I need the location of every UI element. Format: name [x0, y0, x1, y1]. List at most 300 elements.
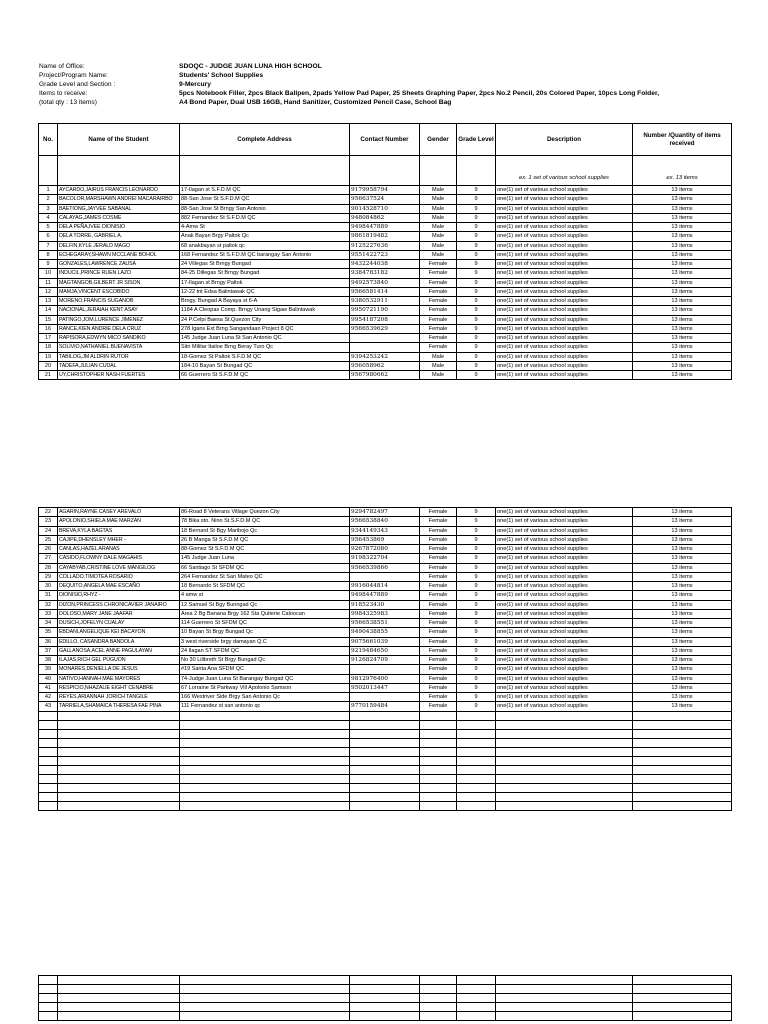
- empty-cell: [457, 756, 496, 765]
- table-row: [39, 628, 732, 637]
- grade-value: 9-Mercury: [179, 81, 211, 88]
- cell-name: MORENO,FRANCIS SUGANOB: [58, 297, 180, 306]
- cell-address: 12-22 tnt Edsa Balintawak QC: [180, 287, 350, 296]
- empty-cell: [39, 747, 58, 756]
- cell-gender: Male: [420, 352, 457, 361]
- cell-quantity: 13 items: [633, 352, 732, 361]
- cell-name: REYES,ARIANNAH JORICH TANGILE: [58, 693, 180, 702]
- cell-quantity: 13 items: [633, 223, 732, 232]
- table-row: [39, 683, 732, 692]
- blank-table-page3: [38, 975, 732, 1021]
- cell-description: one(1) set of various school supplies: [496, 260, 633, 269]
- cell-address: 66 Santiago St SFDM QC: [180, 563, 350, 572]
- cell-description: one(1) set of various school supplies: [496, 352, 633, 361]
- table-row: [39, 371, 732, 380]
- col-no-header: No.: [39, 124, 58, 156]
- cell-contact: 9861819482: [350, 232, 420, 241]
- empty-cell: [58, 1003, 180, 1012]
- cell-contact: 9198322704: [350, 554, 420, 563]
- cell-quantity: 13 items: [633, 582, 732, 591]
- cell-grade: 9: [457, 260, 496, 269]
- cell-grade: 9: [457, 609, 496, 618]
- empty-cell: [420, 738, 457, 747]
- cell-quantity: 13 items: [633, 665, 732, 674]
- table-row: [39, 572, 732, 581]
- cell-quantity: 13 items: [633, 195, 732, 204]
- table-row: [39, 693, 732, 702]
- cell-gender: Female: [420, 508, 457, 517]
- empty-cell: [39, 738, 58, 747]
- cell-contact: 9812976400: [350, 674, 420, 683]
- empty-cell: [633, 985, 732, 994]
- cell-quantity: 13 items: [633, 306, 732, 315]
- cell-address: 68 anakbayan st paltok qc: [180, 241, 350, 250]
- cell-no: 33: [39, 609, 58, 618]
- empty-cell: [633, 792, 732, 801]
- empty-cell: [420, 976, 457, 985]
- empty-cell: [180, 711, 350, 720]
- empty-cell: [496, 756, 633, 765]
- cell-description: one(1) set of various school supplies: [496, 535, 633, 544]
- cell-quantity: 13 items: [633, 241, 732, 250]
- cell-quantity: 13 items: [633, 315, 732, 324]
- cell-grade: 9: [457, 628, 496, 637]
- table-row: [39, 646, 732, 655]
- empty-cell: [496, 720, 633, 729]
- empty-cell: [39, 729, 58, 738]
- table-body-page3: [39, 976, 732, 1021]
- cell-no: 42: [39, 693, 58, 702]
- cell-address: 111 Fernandez st san antonio qc: [180, 702, 350, 711]
- empty-cell: [457, 1012, 496, 1021]
- cell-quantity: 13 items: [633, 517, 732, 526]
- empty-cell: [58, 792, 180, 801]
- cell-gender: Female: [420, 637, 457, 646]
- cell-name: ILAJAS,RICH GEL PUGUON: [58, 656, 180, 665]
- cell-contact: [350, 693, 420, 702]
- cell-address: Area 2 Bg Banana Brgy 162 Sta Quiterie Caloocan: [180, 609, 350, 618]
- empty-cell: [350, 801, 420, 810]
- empty-cell: [58, 729, 180, 738]
- cell-gender: Female: [420, 619, 457, 628]
- empty-row: [39, 774, 732, 783]
- cell-address: 882 Fernandez St S.F.D.M QC: [180, 213, 350, 222]
- cell-quantity: 13 items: [633, 278, 732, 287]
- empty-row: [39, 747, 732, 756]
- cell-name: EBDANI,ANGELIQUE KEI BACAYON: [58, 628, 180, 637]
- cell-grade: 9: [457, 232, 496, 241]
- cell-quantity: 13 items: [633, 334, 732, 343]
- cell-gender: Female: [420, 646, 457, 655]
- empty-cell: [180, 801, 350, 810]
- table-row: [39, 582, 732, 591]
- cell-contact: 9950721190: [350, 306, 420, 315]
- cell-contact: 9014528710: [350, 204, 420, 213]
- items-value-line2: A4 Bond Paper, Dual USB 16GB, Hand Sanitizer, Customized Pencil Case, School Bag: [179, 99, 452, 106]
- cell-contact: 9498447889: [350, 591, 420, 600]
- cell-no: 4: [39, 213, 58, 222]
- empty-cell: [496, 801, 633, 810]
- empty-cell: [457, 729, 496, 738]
- empty-cell: [39, 711, 58, 720]
- table-row: [39, 287, 732, 296]
- cell-address: 10 Bayan St Brgy Bungad Qc: [180, 628, 350, 637]
- cell-description: one(1) set of various school supplies: [496, 656, 633, 665]
- empty-cell: [58, 801, 180, 810]
- empty-cell: [39, 765, 58, 774]
- cell-description: one(1) set of various school supplies: [496, 361, 633, 370]
- table-row: [39, 619, 732, 628]
- empty-cell: [39, 1012, 58, 1021]
- empty-cell: [420, 756, 457, 765]
- cell-contact: 9566539629: [350, 324, 420, 333]
- cell-name: EDILLO, CASANDRA BANDOLA: [58, 637, 180, 646]
- cell-no: 18: [39, 343, 58, 352]
- cell-description: one(1) set of various school supplies: [496, 223, 633, 232]
- empty-cell: [350, 729, 420, 738]
- cell-grade: 9: [457, 343, 496, 352]
- empty-cell: [58, 711, 180, 720]
- cell-quantity: 13 items: [633, 591, 732, 600]
- cell-contact: 948084862: [350, 213, 420, 222]
- cell-gender: Female: [420, 683, 457, 692]
- table-row: [39, 213, 732, 222]
- recipients-table-page2: [38, 507, 732, 811]
- empty-cell: [457, 994, 496, 1003]
- table-row: [39, 545, 732, 554]
- cell-name: CANLAS,HAZEL ARANAS: [58, 545, 180, 554]
- cell-grade: 9: [457, 665, 496, 674]
- cell-gender: Female: [420, 297, 457, 306]
- cell-quantity: 13 items: [633, 250, 732, 259]
- table-row: [39, 508, 732, 517]
- cell-grade: 9: [457, 702, 496, 711]
- cell-name: TABILOG,JM ALDRIN RUTOR: [58, 352, 180, 361]
- cell-grade: 9: [457, 223, 496, 232]
- cell-address: 145 Judge Juan Luna St San Antonio QC: [180, 334, 350, 343]
- cell-grade: 9: [457, 591, 496, 600]
- cell-quantity: 13 items: [633, 674, 732, 683]
- cell-address: 278 Igans Ext Brng Sangandaan Project 8 QC: [180, 324, 350, 333]
- cell-no: 40: [39, 674, 58, 683]
- cell-no: 9: [39, 260, 58, 269]
- cell-quantity: 13 items: [633, 545, 732, 554]
- table-row: [39, 535, 732, 544]
- cell-quantity: 13 items: [633, 204, 732, 213]
- empty-row: [39, 985, 732, 994]
- table-row: [39, 656, 732, 665]
- cell-gender: Female: [420, 656, 457, 665]
- cell-quantity: 13 items: [633, 683, 732, 692]
- cell-address: 18 Bernard St Bgy Maribojo Qc: [180, 526, 350, 535]
- cell-quantity: 13 items: [633, 535, 732, 544]
- cell-no: 31: [39, 591, 58, 600]
- cell-name: DOLOSO,MARY JANE JAAFAR: [58, 609, 180, 618]
- cell-contact: 9219484650: [350, 646, 420, 655]
- program-label: Project/Program Name:: [39, 72, 108, 79]
- cell-grade: 9: [457, 297, 496, 306]
- cell-gender: Male: [420, 361, 457, 370]
- empty-cell: [58, 976, 180, 985]
- cell-name: COLLADO,TIMOTEA ROSARIO: [58, 572, 180, 581]
- cell-contact: 9432244038: [350, 260, 420, 269]
- table-row: [39, 361, 732, 370]
- table-row: [39, 232, 732, 241]
- empty-cell: [496, 792, 633, 801]
- empty-cell: [633, 711, 732, 720]
- table-row: [39, 195, 732, 204]
- cell-contact: 9380532911: [350, 297, 420, 306]
- cell-name: TARRIELA,SHAMAICA THERESA FAE PINA: [58, 702, 180, 711]
- cell-quantity: 13 items: [633, 628, 732, 637]
- empty-cell: [496, 1003, 633, 1012]
- items-value-line1: 5pcs Notebook Filler, 2pcs Black Ballpen, 2pads Yellow Pad Paper, 25 Sheets Graphing Paper, 2pcs No.2 Pencil, 20s Colored Paper, 10pcs Long Folder,: [179, 90, 660, 97]
- table-row: [39, 223, 732, 232]
- cell-description: one(1) set of various school supplies: [496, 250, 633, 259]
- table-row: [39, 563, 732, 572]
- empty-cell: [180, 976, 350, 985]
- cell-quantity: 13 items: [633, 646, 732, 655]
- cell-description: one(1) set of various school supplies: [496, 195, 633, 204]
- cell-description: one(1) set of various school supplies: [496, 213, 633, 222]
- empty-cell: [350, 783, 420, 792]
- cell-grade: 9: [457, 352, 496, 361]
- cell-grade: 9: [457, 361, 496, 370]
- cell-description: one(1) set of various school supplies: [496, 582, 633, 591]
- program-value: Students' School Supplies: [179, 72, 264, 79]
- cell-no: 12: [39, 287, 58, 296]
- empty-cell: [58, 774, 180, 783]
- cell-gender: Female: [420, 517, 457, 526]
- empty-cell: [457, 711, 496, 720]
- empty-cell: [39, 1003, 58, 1012]
- cell-no: 29: [39, 572, 58, 581]
- cell-description: one(1) set of various school supplies: [496, 278, 633, 287]
- cell-name: DIONISIO,RHYZ -: [58, 591, 180, 600]
- table-row: [39, 315, 732, 324]
- cell-name: APOLONIO,SHIELA MAE MARZAN: [58, 517, 180, 526]
- empty-cell: [633, 801, 732, 810]
- cell-gender: Male: [420, 223, 457, 232]
- cell-gender: Male: [420, 250, 457, 259]
- cell-no: 11: [39, 278, 58, 287]
- cell-contact: 9384783182: [350, 269, 420, 278]
- empty-cell: [633, 1003, 732, 1012]
- empty-cell: [350, 765, 420, 774]
- cell-no: 13: [39, 297, 58, 306]
- empty-cell: [58, 783, 180, 792]
- cell-quantity: 13 items: [633, 260, 732, 269]
- empty-cell: [39, 985, 58, 994]
- cell-gender: Female: [420, 306, 457, 315]
- cell-grade: 9: [457, 241, 496, 250]
- empty-cell: [457, 976, 496, 985]
- cell-contact: 9551422723: [350, 250, 420, 259]
- cell-address: 18 Bernardo St SFDM QC: [180, 582, 350, 591]
- table-row: [39, 204, 732, 213]
- empty-cell: [39, 783, 58, 792]
- cell-no: 34: [39, 619, 58, 628]
- cell-name: RESPICIO,NHAZALIE EIGHT CENABRE: [58, 683, 180, 692]
- cell-gender: Female: [420, 693, 457, 702]
- cell-gender: Female: [420, 324, 457, 333]
- cell-quantity: 13 items: [633, 526, 732, 535]
- cell-gender: Female: [420, 572, 457, 581]
- example-description: ex. 1 set of various school supplies: [496, 156, 633, 186]
- cell-address: 1184 A Cleopas Comp. Brngy Unang Sigaw Balintawak: [180, 306, 350, 315]
- cell-no: 17: [39, 334, 58, 343]
- empty-cell: [457, 774, 496, 783]
- cell-name: INDUCIL,PRINCE RUEN LAZO: [58, 269, 180, 278]
- empty-cell: [180, 738, 350, 747]
- table-row: [39, 526, 732, 535]
- cell-description: one(1) set of various school supplies: [496, 517, 633, 526]
- cell-grade: 9: [457, 693, 496, 702]
- cell-quantity: 13 items: [633, 361, 732, 370]
- cell-address: #19 Santa Ana SFDM QC: [180, 665, 350, 674]
- empty-row: [39, 801, 732, 810]
- cell-grade: 9: [457, 315, 496, 324]
- empty-cell: [633, 756, 732, 765]
- cell-no: 2: [39, 195, 58, 204]
- cell-no: 15: [39, 315, 58, 324]
- cell-grade: 9: [457, 287, 496, 296]
- empty-cell: [350, 1012, 420, 1021]
- empty-cell: [420, 765, 457, 774]
- empty-cell: [457, 792, 496, 801]
- total-label: (total qty : 13 items): [39, 99, 97, 106]
- cell-address: 168 Fernandez St S.F.D.M QC barangay San Antonio: [180, 250, 350, 259]
- cell-gender: Male: [420, 204, 457, 213]
- cell-contact: 9566538551: [350, 619, 420, 628]
- empty-cell: [39, 994, 58, 1003]
- table-row: [39, 250, 732, 259]
- cell-name: AYCARDO,JAIRUS FRANCIS LEONARDO: [58, 186, 180, 195]
- table-row: [39, 260, 732, 269]
- cell-no: 37: [39, 646, 58, 655]
- empty-cell: [457, 783, 496, 792]
- cell-description: one(1) set of various school supplies: [496, 232, 633, 241]
- empty-cell: [180, 765, 350, 774]
- cell-no: 10: [39, 269, 58, 278]
- cell-quantity: 13 items: [633, 232, 732, 241]
- cell-no: 19: [39, 352, 58, 361]
- table-row: [39, 554, 732, 563]
- cell-description: one(1) set of various school supplies: [496, 693, 633, 702]
- cell-contact: 9344149343: [350, 526, 420, 535]
- cell-grade: 9: [457, 683, 496, 692]
- cell-description: one(1) set of various school supplies: [496, 287, 633, 296]
- cell-address: 166 Westriver Side Brgy San Antonio Qc: [180, 693, 350, 702]
- cell-no: 21: [39, 371, 58, 380]
- table-row: [39, 352, 732, 361]
- cell-name: DELA TORRE, GABRIEL A.: [58, 232, 180, 241]
- cell-address: 74-Judge Juan Luna St Barangay Bungad QC: [180, 674, 350, 683]
- table-row: [39, 665, 732, 674]
- cell-gender: Male: [420, 195, 457, 204]
- cell-address: 4-Amw St: [180, 223, 350, 232]
- cell-contact: 9267872080: [350, 545, 420, 554]
- empty-cell: [496, 738, 633, 747]
- cell-contact: [350, 343, 420, 352]
- cell-description: one(1) set of various school supplies: [496, 563, 633, 572]
- cell-grade: 9: [457, 637, 496, 646]
- empty-cell: [39, 774, 58, 783]
- cell-grade: 9: [457, 572, 496, 581]
- cell-grade: 9: [457, 600, 496, 609]
- table-row: [39, 324, 732, 333]
- items-label: Items to receive:: [39, 90, 88, 97]
- empty-cell: [180, 1003, 350, 1012]
- cell-contact: [350, 665, 420, 674]
- cell-name: PATINGO,JOM.LURENCE JIMENEZ: [58, 315, 180, 324]
- empty-cell: [350, 774, 420, 783]
- cell-grade: 9: [457, 582, 496, 591]
- cell-contact: 918523430: [350, 600, 420, 609]
- cell-name: DEQUITO,ANGELA MAE ESCAÑO: [58, 582, 180, 591]
- cell-contact: 9566538840: [350, 517, 420, 526]
- cell-description: one(1) set of various school supplies: [496, 526, 633, 535]
- cell-gender: Female: [420, 600, 457, 609]
- cell-description: one(1) set of various school supplies: [496, 508, 633, 517]
- empty-cell: [39, 801, 58, 810]
- example-quantity: ex. 13 items: [633, 156, 732, 186]
- cell-name: RAPISORA,EDWYN MICO SANDIKO: [58, 334, 180, 343]
- empty-cell: [633, 774, 732, 783]
- col-grade-header: Grade Level: [457, 124, 496, 156]
- cell-gender: Female: [420, 315, 457, 324]
- cell-no: 22: [39, 508, 58, 517]
- cell-grade: 9: [457, 646, 496, 655]
- cell-name: BACOLOR,MARSHAWN ANDREI MACARAIRBO: [58, 195, 180, 204]
- table-row: [39, 278, 732, 287]
- cell-name: GONZALES,LAWRENCE ZAUSA: [58, 260, 180, 269]
- empty-cell: [180, 985, 350, 994]
- cell-quantity: 13 items: [633, 702, 732, 711]
- cell-name: GALLANOSA,ACEL ANNE PAGULAYAN: [58, 646, 180, 655]
- cell-name: AGARIN,RAYNE CASEY AREVALO: [58, 508, 180, 517]
- empty-cell: [496, 729, 633, 738]
- empty-cell: [350, 747, 420, 756]
- empty-cell: [180, 729, 350, 738]
- cell-quantity: 13 items: [633, 269, 732, 278]
- empty-cell: [496, 994, 633, 1003]
- cell-grade: 9: [457, 656, 496, 665]
- cell-no: 14: [39, 306, 58, 315]
- cell-name: MONARES,DENIELLA DE JESUS: [58, 665, 180, 674]
- empty-cell: [457, 738, 496, 747]
- empty-cell: [420, 1003, 457, 1012]
- cell-contact: [350, 334, 420, 343]
- empty-cell: [39, 720, 58, 729]
- cell-name: CAJIPE,DHENSLEY MHER -: [58, 535, 180, 544]
- cell-gender: Female: [420, 260, 457, 269]
- cell-address: 84-25 Dillegas St Brngy Bungad: [180, 269, 350, 278]
- cell-contact: 9179958794: [350, 186, 420, 195]
- empty-cell: [350, 994, 420, 1003]
- cell-contact: 9566581414: [350, 287, 420, 296]
- cell-address: 88-Gomez St S.F.D.M QC: [180, 545, 350, 554]
- empty-cell: [350, 756, 420, 765]
- table-row: [39, 306, 732, 315]
- cell-address: 17-Ilagan st Brngy Paltok: [180, 278, 350, 287]
- empty-cell: [420, 774, 457, 783]
- cell-gender: Female: [420, 269, 457, 278]
- cell-no: 38: [39, 656, 58, 665]
- cell-grade: 9: [457, 306, 496, 315]
- cell-name: SOLIVIO,NATHANIEL BUENAVISTA: [58, 343, 180, 352]
- col-name-header: Name of the Student: [58, 124, 180, 156]
